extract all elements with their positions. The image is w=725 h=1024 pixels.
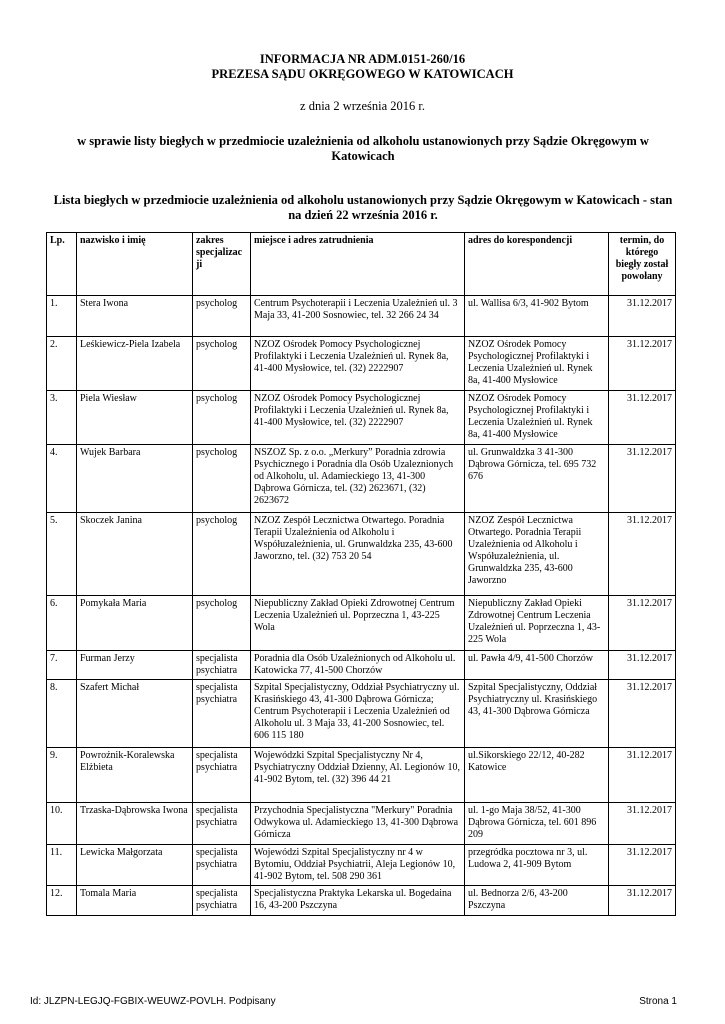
table-header-row xyxy=(47,233,676,296)
cell-specialization: psycholog xyxy=(193,513,251,596)
cell-workplace: NZOZ Ośrodek Pomocy Psychologicznej Profilaktyki i Leczenia Uzależnień ul. Rynek 8a, 41-400 Mysłowice, tel. (32) 2222907 xyxy=(251,337,465,391)
cell-name: Tomala Maria xyxy=(77,886,193,916)
document-title-line-1: INFORMACJA NR ADM.0151-260/16 xyxy=(259,52,466,66)
footer-document-id: Id: JLZPN-LEGJQ-FGBIX-WEUWZ-POVLH. Podpisany xyxy=(30,996,276,1007)
table-row xyxy=(47,845,676,886)
cell-term: 31.12.2017 xyxy=(609,513,676,596)
cell-term: 31.12.2017 xyxy=(609,391,676,445)
cell-name: Szafert Michał xyxy=(77,680,193,748)
cell-term: 31.12.2017 xyxy=(609,803,676,845)
table-row xyxy=(47,651,676,680)
table-row xyxy=(47,445,676,513)
experts-table xyxy=(46,232,676,916)
cell-specialization: specjalista psychiatra xyxy=(193,651,251,680)
cell-name: Leśkiewicz-Piela Izabela xyxy=(77,337,193,391)
cell-name: Trzaska-Dąbrowska Iwona xyxy=(77,803,193,845)
cell-lp: 1. xyxy=(47,296,77,337)
cell-term: 31.12.2017 xyxy=(609,886,676,916)
cell-workplace: NZOZ Ośrodek Pomocy Psychologicznej Profilaktyki i Leczenia Uzależnień ul. Rynek 8a, 41-400 Mysłowice, tel. (32) 2222907 xyxy=(251,391,465,445)
cell-term: 31.12.2017 xyxy=(609,445,676,513)
column-header-specialization: zakres specjalizac ji xyxy=(193,233,251,296)
cell-correspondence: ul.Sikorskiego 22/12, 40-282 Katowice xyxy=(465,748,609,803)
column-header-term: termin, do którego biegły został powołany xyxy=(609,233,676,296)
column-header-correspondence: adres do korespondencji xyxy=(465,233,609,296)
cell-lp: 8. xyxy=(47,680,77,748)
cell-specialization: psycholog xyxy=(193,596,251,651)
cell-specialization: psycholog xyxy=(193,296,251,337)
table-row xyxy=(47,886,676,916)
cell-lp: 4. xyxy=(47,445,77,513)
cell-name: Piela Wiesław xyxy=(77,391,193,445)
table-row xyxy=(47,391,676,445)
cell-specialization: specjalista psychiatra xyxy=(193,748,251,803)
cell-specialization: specjalista psychiatra xyxy=(193,886,251,916)
cell-term: 31.12.2017 xyxy=(609,337,676,391)
cell-workplace: Specjalistyczna Praktyka Lekarska ul. Bogedaina 16, 43-200 Pszczyna xyxy=(251,886,465,916)
cell-lp: 2. xyxy=(47,337,77,391)
column-header-workplace: miejsce i adres zatrudnienia xyxy=(251,233,465,296)
cell-correspondence: Szpital Specjalistyczny, Oddział Psychiatryczny ul. Krasińskiego 43, 41-300 Dąbrowa Górnicza xyxy=(465,680,609,748)
cell-term: 31.12.2017 xyxy=(609,845,676,886)
cell-name: Wujek Barbara xyxy=(77,445,193,513)
cell-lp: 12. xyxy=(47,886,77,916)
cell-correspondence: NZOZ Zespół Lecznictwa Otwartego. Poradnia Terapii Uzależnienia od Alkoholu i Współuzależnienia, ul. Grunwaldzka 235, 43-600 Jaworzno xyxy=(465,513,609,596)
cell-lp: 9. xyxy=(47,748,77,803)
footer-page-number: Strona 1 xyxy=(639,996,677,1007)
cell-correspondence: ul. Wallisa 6/3, 41-902 Bytom xyxy=(465,296,609,337)
cell-name: Stera Iwona xyxy=(77,296,193,337)
cell-lp: 10. xyxy=(47,803,77,845)
cell-workplace: NZOZ Zespół Lecznictwa Otwartego. Poradnia Terapii Uzależnienia od Alkoholu i Współuzależnienia, ul. Grunwaldzka 235, 43-600 Jaworzno, tel. (32) 753 20 54 xyxy=(251,513,465,596)
cell-specialization: specjalista psychiatra xyxy=(193,845,251,886)
cell-specialization: psycholog xyxy=(193,391,251,445)
cell-term: 31.12.2017 xyxy=(609,296,676,337)
document-subject: w sprawie listy biegłych w przedmiocie uzależnienia od alkoholu ustanowionych przy Sądzie Okręgowym w Katowicach xyxy=(77,134,649,163)
cell-workplace: Poradnia dla Osób Uzależnionych od Alkoholu ul. Katowicka 77, 41-500 Chorzów xyxy=(251,651,465,680)
cell-name: Pomykała Maria xyxy=(77,596,193,651)
cell-term: 31.12.2017 xyxy=(609,680,676,748)
table-row xyxy=(47,803,676,845)
cell-name: Furman Jerzy xyxy=(77,651,193,680)
cell-name: Lewicka Małgorzata xyxy=(77,845,193,886)
cell-workplace: Przychodnia Specjalistyczna "Merkury" Poradnia Odwykowa ul. Adamieckiego 13, 41-300 Dąbrowa Górnicza xyxy=(251,803,465,845)
cell-term: 31.12.2017 xyxy=(609,651,676,680)
column-header-name: nazwisko i imię xyxy=(77,233,193,296)
cell-workplace: Niepubliczny Zakład Opieki Zdrowotnej Centrum Leczenia Uzależnień ul. Poprzeczna 1, 43-225 Wola xyxy=(251,596,465,651)
cell-correspondence: NZOZ Ośrodek Pomocy Psychologicznej Profilaktyki i Leczenia Uzależnień ul. Rynek 8a, 41-400 Mysłowice xyxy=(465,337,609,391)
cell-correspondence: przegródka pocztowa nr 3, ul. Ludowa 2, 41-909 Bytom xyxy=(465,845,609,886)
cell-correspondence: ul. 1-go Maja 38/52, 41-300 Dąbrowa Górnicza, tel. 601 896 209 xyxy=(465,803,609,845)
table-row xyxy=(47,337,676,391)
table-row xyxy=(47,296,676,337)
document-title xyxy=(0,52,725,82)
cell-correspondence: ul. Pawła 4/9, 41-500 Chorzów xyxy=(465,651,609,680)
cell-correspondence: ul. Bednorza 2/6, 43-200 Pszczyna xyxy=(465,886,609,916)
list-title: Lista biegłych w przedmiocie uzależnienia od alkoholu ustanowionych przy Sądzie Okręgowym w Katowicach - stan na dzień 22 września 2016 r. xyxy=(53,193,673,222)
cell-correspondence: NZOZ Ośrodek Pomocy Psychologicznej Profilaktyki i Leczenia Uzależnień ul. Rynek 8a, 41-400 Mysłowice xyxy=(465,391,609,445)
cell-specialization: specjalista psychiatra xyxy=(193,680,251,748)
cell-name: Skoczek Janina xyxy=(77,513,193,596)
cell-term: 31.12.2017 xyxy=(609,748,676,803)
document-date: z dnia 2 września 2016 r. xyxy=(300,99,425,113)
cell-workplace: NSZOZ Sp. z o.o. „Merkury” Poradnia zdrowia Psychicznego i Poradnia dla Osób Uzaleznionych od Alkoholu, ul. Adamieckiego 13, 41-300 Dąbrowa Górnicza, tel. (32) 2623671, (32) 2623672 xyxy=(251,445,465,513)
cell-specialization: psycholog xyxy=(193,337,251,391)
cell-lp: 3. xyxy=(47,391,77,445)
cell-workplace: Wojewódzi Szpital Specjalistyczny nr 4 w Bytomiu, Oddział Psychiatrii, Aleja Legionów 10, 41-902 Bytom, tel. 508 290 361 xyxy=(251,845,465,886)
cell-lp: 6. xyxy=(47,596,77,651)
document-title-line-2: PREZESA SĄDU OKRĘGOWEGO W KATOWICACH xyxy=(211,67,514,81)
cell-workplace: Wojewódzki Szpital Specjalistyczny Nr 4, Psychiatryczny Oddział Dzienny, Al. Legionów 10, 41-902 Bytom, tel. (32) 396 44 21 xyxy=(251,748,465,803)
cell-lp: 7. xyxy=(47,651,77,680)
cell-workplace: Centrum Psychoterapii i Leczenia Uzależnień ul. 3 Maja 33, 41-200 Sosnowiec, tel. 32 266 24 34 xyxy=(251,296,465,337)
cell-correspondence: ul. Grunwaldzka 3 41-300 Dąbrowa Górnicza, tel. 695 732 676 xyxy=(465,445,609,513)
column-header-lp: Lp. xyxy=(47,233,77,296)
cell-specialization: specjalista psychiatra xyxy=(193,803,251,845)
cell-name: Powroźnik-Koralewska Elżbieta xyxy=(77,748,193,803)
table-row xyxy=(47,596,676,651)
cell-correspondence: Niepubliczny Zakład Opieki Zdrowotnej Centrum Leczenia Uzależnień ul. Poprzeczna 1, 43-225 Wola xyxy=(465,596,609,651)
table-row xyxy=(47,680,676,748)
cell-workplace: Szpital Specjalistyczny, Oddział Psychiatryczny ul. Krasińskiego 43, 41-300 Dąbrowa Górnicza; Centrum Psychoterapii i Leczenia Uzależnień od Alkoholu ul. 3 Maja 33, 41-200 Sosnowiec, tel. 606 115 180 xyxy=(251,680,465,748)
cell-term: 31.12.2017 xyxy=(609,596,676,651)
table-row xyxy=(47,748,676,803)
cell-lp: 11. xyxy=(47,845,77,886)
table-row xyxy=(47,513,676,596)
cell-lp: 5. xyxy=(47,513,77,596)
cell-specialization: psycholog xyxy=(193,445,251,513)
